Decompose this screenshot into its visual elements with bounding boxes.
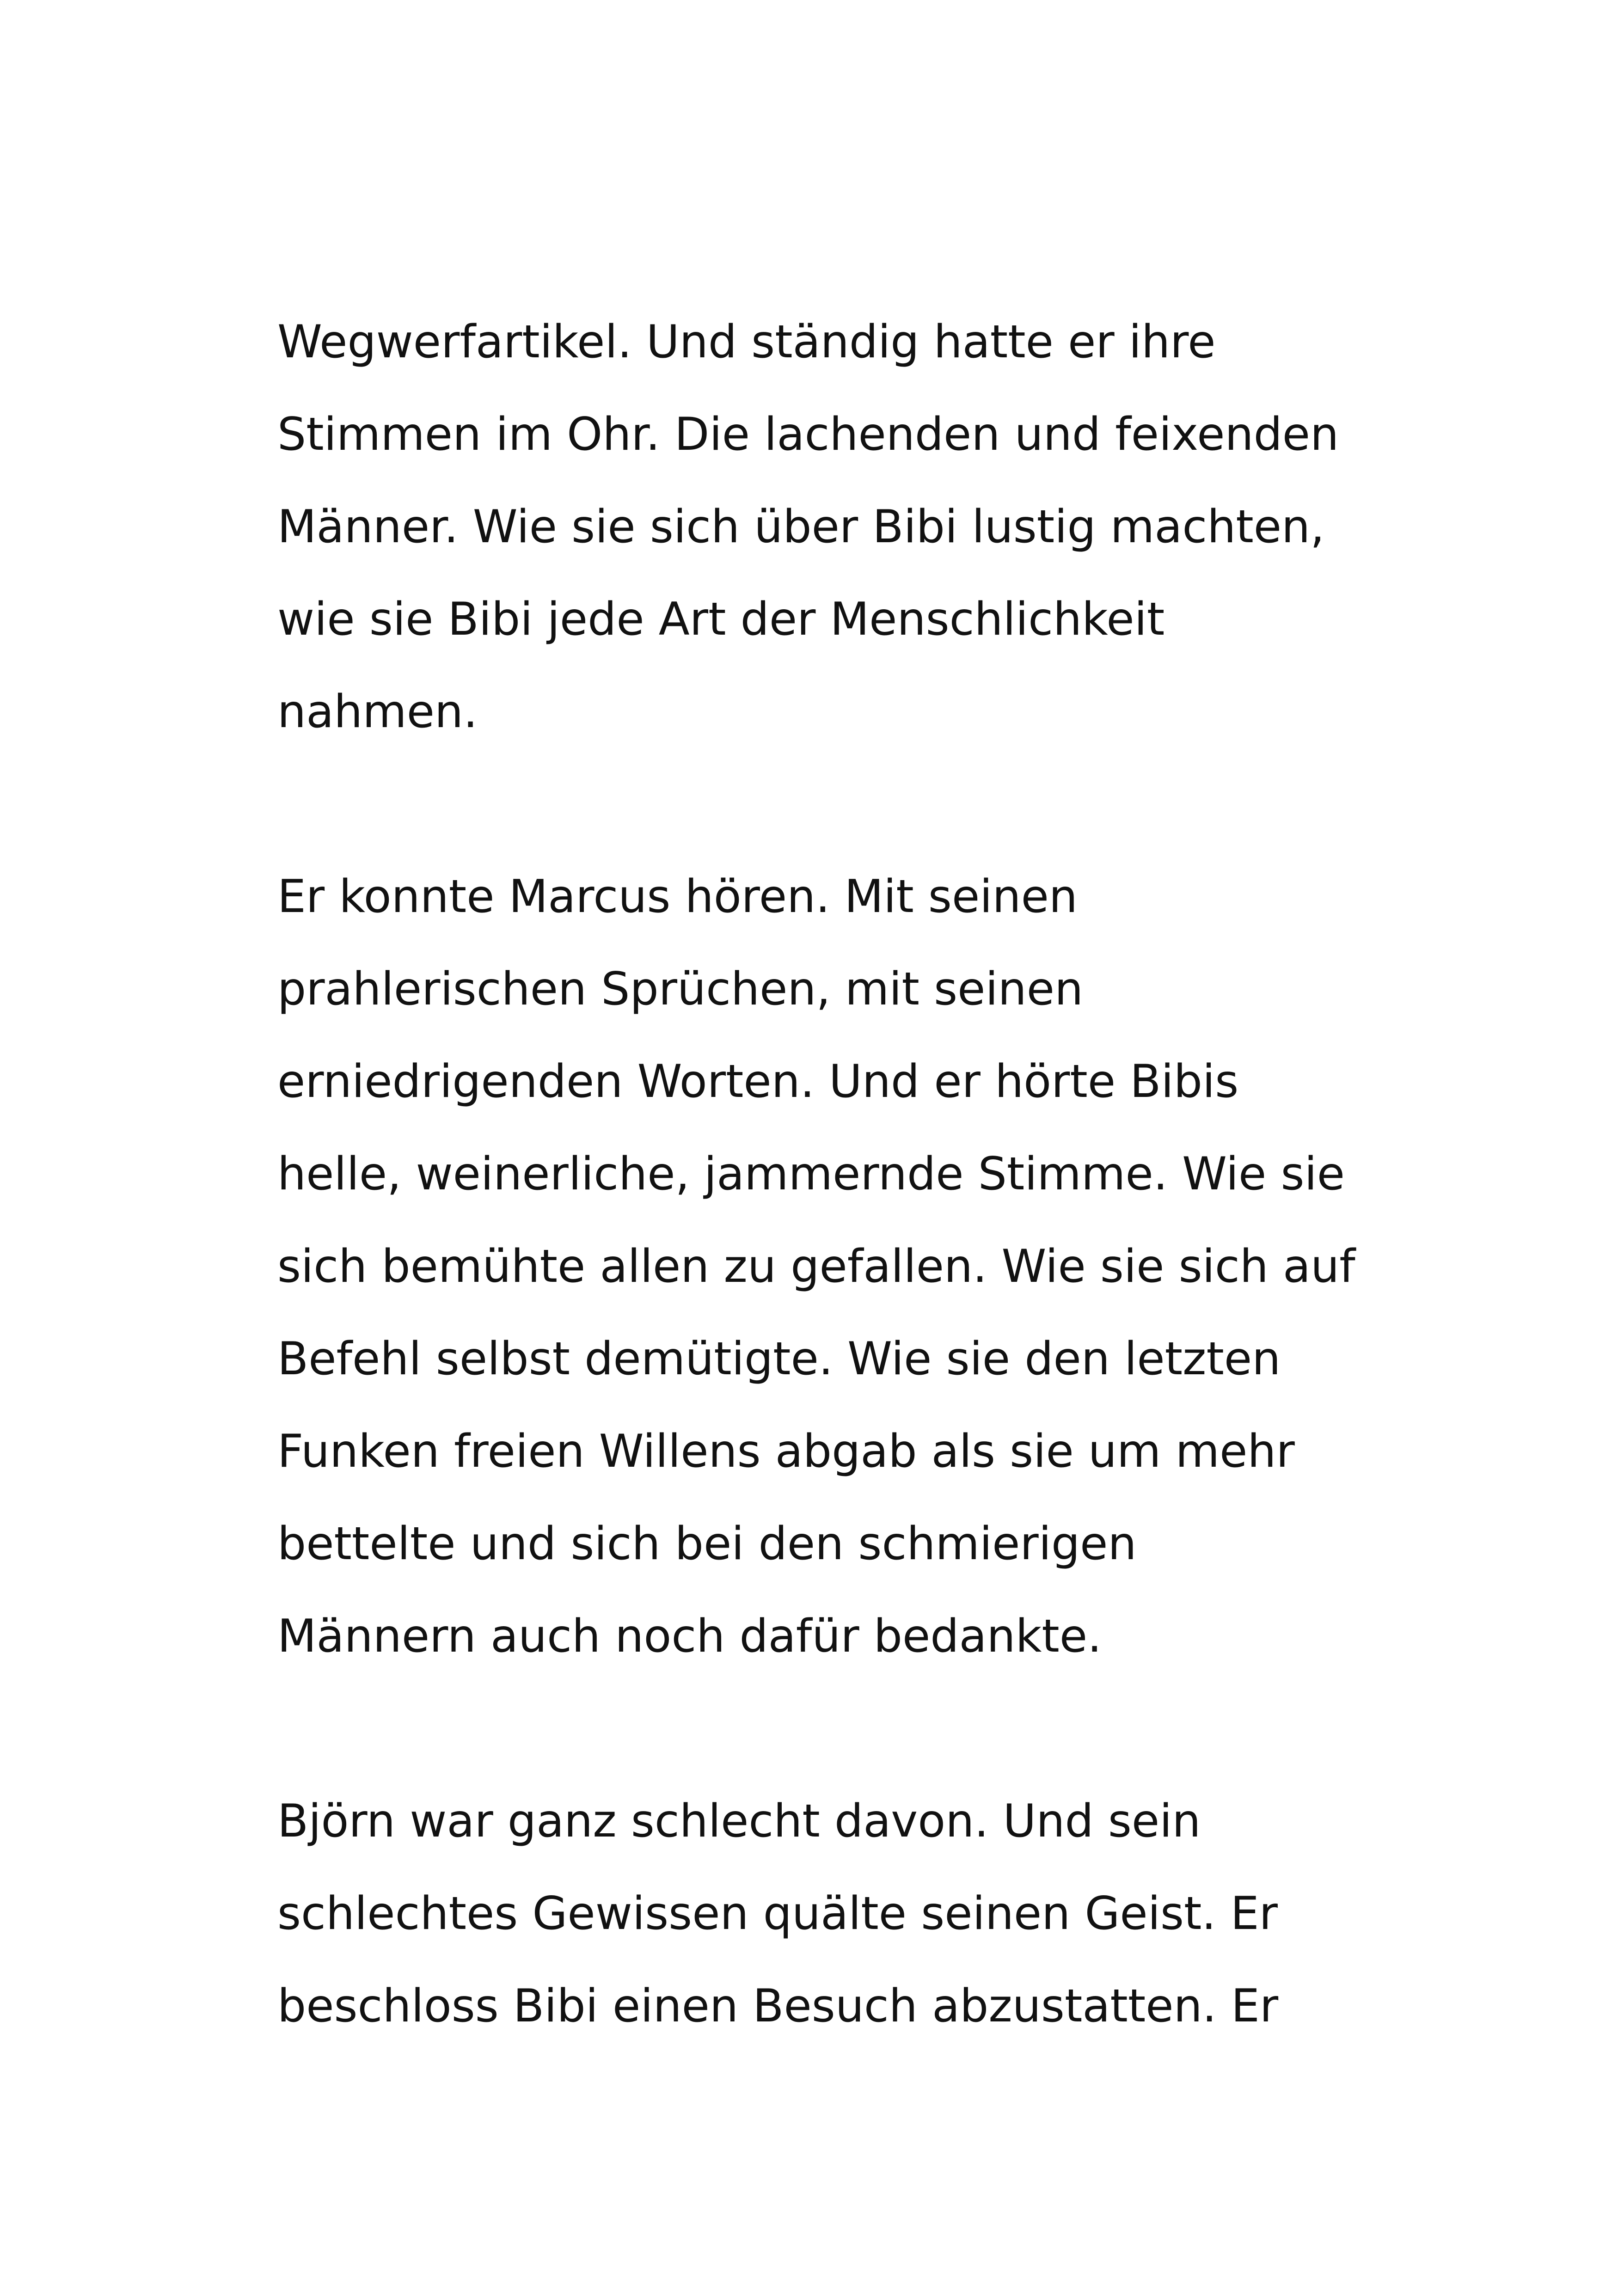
text-line: Männer. Wie sie sich über Bibi lustig machten, [277, 501, 1325, 553]
text-line: Funken freien Willens abgab als sie um mehr [277, 1425, 1295, 1478]
text-line: beschloss Bibi einen Besuch abzustatten. Er [277, 1980, 1279, 2033]
paragraph-2 [277, 851, 1387, 1683]
text-line: prahlerischen Sprüchen, mit seinen [277, 963, 1084, 1016]
text-line: Männern auch noch dafür bedankte. [277, 1610, 1102, 1663]
text-line: sich bemühte allen zu gefallen. Wie sie sich auf [277, 1240, 1355, 1293]
text-line: wie sie Bibi jede Art der Menschlichkeit [277, 593, 1165, 646]
paragraph-3 [277, 1775, 1387, 2052]
body-text [277, 296, 1387, 2145]
text-line: bettelte und sich bei den schmierigen [277, 1518, 1137, 1570]
text-line: helle, weinerliche, jammernde Stimme. Wie sie [277, 1148, 1345, 1200]
text-line: Wegwerfartikel. Und ständig hatte er ihre [277, 316, 1216, 368]
text-line: Stimmen im Ohr. Die lachenden und feixenden [277, 408, 1339, 461]
text-line: Björn war ganz schlecht davon. Und sein [277, 1795, 1201, 1848]
text-line: Befehl selbst demütigte. Wie sie den letzten [277, 1333, 1281, 1385]
text-line: Er konnte Marcus hören. Mit seinen [277, 870, 1078, 923]
text-line: erniedrigenden Worten. Und er hörte Bibis [277, 1055, 1239, 1108]
paragraph-1 [277, 296, 1387, 758]
text-line: schlechtes Gewissen quälte seinen Geist. Er [277, 1887, 1278, 1940]
text-line: nahmen. [277, 686, 478, 738]
